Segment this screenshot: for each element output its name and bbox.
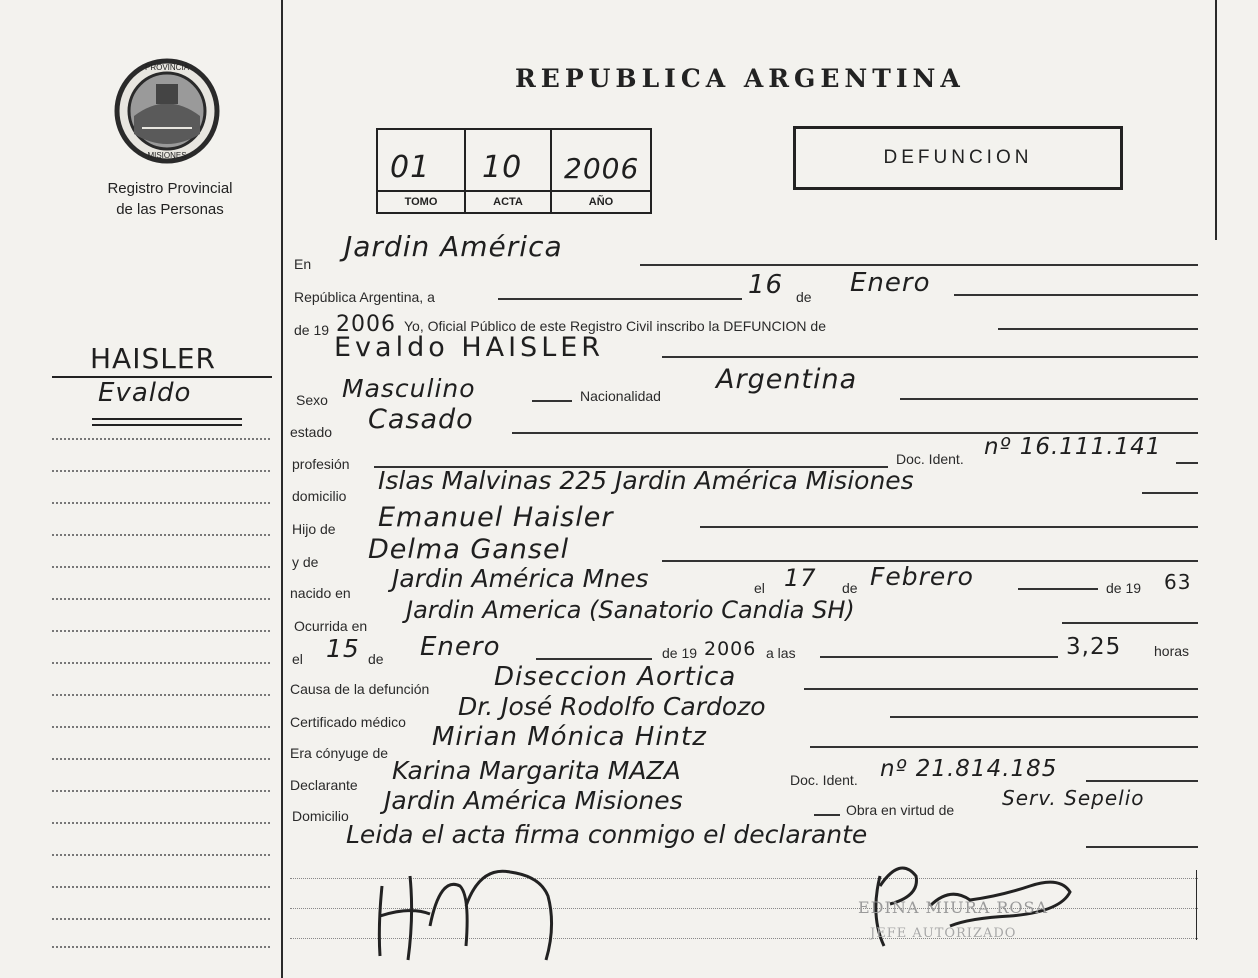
registry-line1: Registro Provincial: [107, 180, 233, 197]
sexo-value: Masculino: [342, 374, 476, 403]
document-type: DEFUNCION: [883, 147, 1033, 168]
death-time: 3,25: [1066, 634, 1122, 660]
official-stamp-name: EDINA MIURA ROSA: [858, 898, 1049, 917]
declarante-label: Declarante: [290, 777, 358, 793]
inscribo-text: Yo, Oficial Público de este Registro Civil inscribo la DEFUNCION de: [404, 318, 826, 334]
seal-bottom-text: MISIONES: [147, 151, 187, 160]
document-type-box: [793, 126, 1123, 190]
causa-value: Diseccion Aortica: [494, 662, 737, 692]
republica-label: República Argentina, a: [294, 289, 435, 305]
death-year-prefix: de 19: [662, 645, 698, 661]
death-day: 15: [326, 634, 360, 663]
conyuge-value: Mirian Mónica Hintz: [432, 722, 707, 752]
estado-label: estado: [290, 424, 333, 440]
death-month: Enero: [420, 632, 501, 662]
doc-ident-value: nº 16.111.141: [984, 434, 1162, 460]
causa-label: Causa de la defunción: [290, 681, 430, 697]
yde-label: y de: [292, 554, 319, 570]
left-frame-line: [281, 0, 283, 978]
declarante-doc-value: nº 21.814.185: [880, 756, 1058, 782]
registry-line2: de las Personas: [116, 201, 224, 218]
domicilio-value: Islas Malvinas 225 Jardin América Misiones: [378, 466, 914, 495]
a-las-label: a las: [766, 645, 796, 661]
conyuge-label: Era cónyuge de: [290, 745, 389, 761]
horas-label: horas: [1154, 643, 1190, 659]
tomo-label: TOMO: [404, 196, 438, 208]
ano-value: 2006: [564, 152, 640, 185]
death-de-label: de: [368, 651, 384, 667]
ano-label: AÑO: [588, 196, 614, 208]
estado-value: Casado: [368, 404, 474, 435]
official-stamp-title: JEFE AUTORIZADO: [870, 926, 1017, 941]
declarante-signature: [370, 856, 590, 966]
birth-de-label: de: [842, 580, 858, 596]
nacido-value: Jardin América Mnes: [392, 564, 649, 593]
record-year: 2006: [336, 312, 396, 337]
acta-label: ACTA: [493, 196, 523, 208]
death-el-label: el: [292, 651, 303, 667]
page-title: REPUBLICA ARGENTINA: [515, 64, 965, 93]
ocurrida-value: Jardin America (Sanatorio Candia SH): [406, 596, 855, 624]
birth-el-label: el: [754, 580, 765, 596]
ocurrida-label: Ocurrida en: [294, 618, 368, 634]
obra-label: Obra en virtud de: [846, 802, 955, 818]
birth-day: 17: [784, 564, 817, 592]
sexo-label: Sexo: [296, 392, 328, 408]
domicilio2-label: Domicilio: [292, 808, 349, 824]
certificado-label: Certificado médico: [290, 714, 406, 730]
seal-top-text: PROVINCIA: [144, 63, 190, 72]
doc-ident-label: Doc. Ident.: [896, 451, 964, 467]
death-year: 2006: [704, 638, 757, 660]
birth-month: Febrero: [870, 562, 974, 591]
declarante-doc-label: Doc. Ident.: [790, 772, 858, 788]
margin-given-name: Evaldo: [98, 378, 192, 408]
en-value: Jardin América: [344, 230, 563, 263]
provincial-seal: [112, 56, 222, 166]
declarante-value: Karina Margarita MAZA: [392, 756, 681, 785]
closing-note: Leida el acta firma conmigo el declarante: [346, 820, 868, 849]
right-frame-line: [1215, 0, 1217, 240]
margin-surname: HAISLER: [90, 342, 216, 375]
domicilio2-value: Jardin América Misiones: [384, 786, 683, 815]
hijo-value: Emanuel Haisler: [378, 502, 614, 533]
deceased-name: Evaldo HAISLER: [334, 332, 605, 363]
nacionalidad-value: Argentina: [716, 364, 858, 395]
record-day: 16: [748, 270, 784, 300]
nacionalidad-label: Nacionalidad: [580, 388, 661, 404]
registry-name: [60, 178, 280, 220]
domicilio-label: domicilio: [292, 488, 347, 504]
record-number-box: [376, 128, 652, 214]
record-month: Enero: [850, 268, 931, 298]
nacido-label: nacido en: [290, 585, 351, 601]
certificado-value: Dr. José Rodolfo Cardozo: [458, 692, 766, 721]
hijo-label: Hijo de: [292, 521, 336, 537]
tomo-value: 01: [390, 150, 431, 185]
obra-value: Serv. Sepelio: [1002, 786, 1145, 810]
record-de-label: de: [796, 289, 812, 305]
acta-value: 10: [482, 150, 523, 185]
en-label: En: [294, 256, 312, 272]
birth-year: 63: [1164, 570, 1192, 594]
yde-value: Delma Gansel: [368, 534, 570, 565]
birth-year-prefix: de 19: [1106, 580, 1142, 596]
profesion-label: profesión: [292, 456, 350, 472]
record-year-prefix: de 19: [294, 322, 330, 338]
